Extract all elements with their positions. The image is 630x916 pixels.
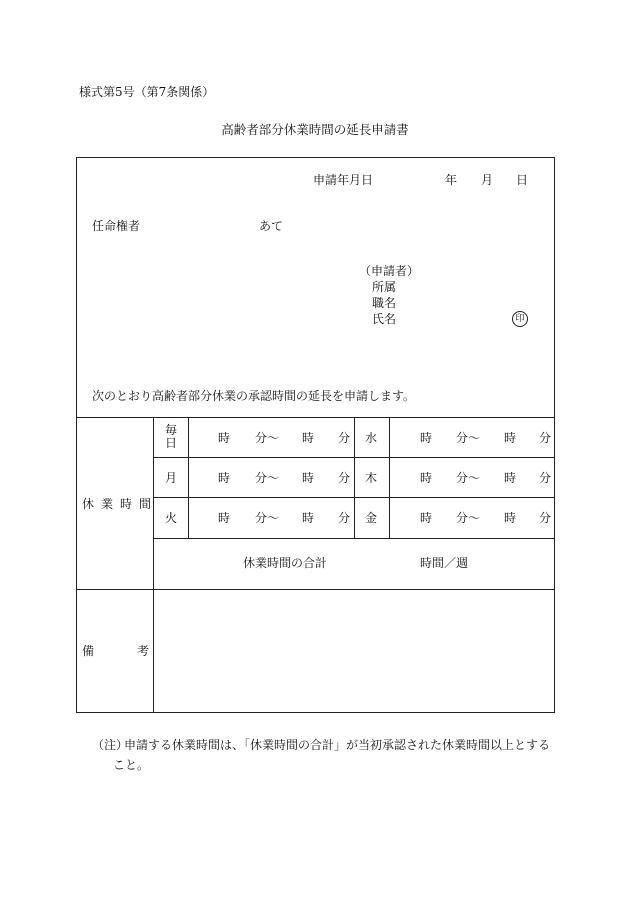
- seal-stamp-icon: 印: [512, 311, 528, 327]
- hour-unit: 時: [218, 511, 231, 525]
- application-form-frame: [76, 157, 555, 713]
- right-day-row-3: 金: [365, 511, 378, 525]
- applicant-heading: （申請者）: [359, 264, 420, 278]
- total-hours-label: 休業時間の合計: [243, 556, 328, 570]
- hour-unit: 時: [504, 471, 517, 485]
- hour-unit: 時: [302, 471, 315, 485]
- hour-unit: 時: [504, 431, 517, 445]
- right-day-row-2: 木: [365, 471, 378, 485]
- year-unit: 年: [445, 173, 458, 187]
- minute-from-unit: 分〜: [456, 431, 481, 445]
- minute-unit: 分: [539, 471, 552, 485]
- note-label: （注）: [92, 738, 129, 752]
- hour-unit: 時: [504, 511, 517, 525]
- minute-unit: 分: [338, 431, 351, 445]
- divider-header-schedule: [76, 417, 555, 418]
- minute-unit: 分: [338, 471, 351, 485]
- total-hours-unit: 時間／週: [420, 556, 469, 570]
- hour-unit: 時: [218, 471, 231, 485]
- department-label: 所属: [372, 280, 397, 294]
- divider-left-day-column: [188, 417, 189, 538]
- right-day-row-1: 水: [365, 431, 378, 445]
- hour-unit: 時: [420, 431, 433, 445]
- hour-unit: 時: [420, 471, 433, 485]
- minute-from-unit: 分〜: [255, 511, 280, 525]
- request-statement: 次のとおり高齢者部分休業の承認時間の延長を申請します。: [92, 389, 416, 403]
- hour-unit: 時: [218, 431, 231, 445]
- remarks-label-first: 備: [82, 644, 95, 658]
- minute-from-unit: 分〜: [456, 471, 481, 485]
- left-day-row-3: 火: [165, 511, 178, 525]
- day-unit: 日: [516, 173, 529, 187]
- hour-unit: 時: [420, 511, 433, 525]
- note-text: 申請する休業時間は、「休業時間の合計」が当初承認された休業時間以上とする: [124, 738, 551, 752]
- divider-right-day-column: [389, 417, 390, 538]
- divider-schedule-remarks: [76, 589, 555, 590]
- divider-middle-column: [354, 417, 355, 538]
- form-number: 様式第5号（第7条関係）: [79, 85, 215, 99]
- recipient-label: 任命権者: [92, 219, 141, 233]
- note-text-continued: こと。: [113, 758, 150, 772]
- minute-from-unit: 分〜: [255, 431, 280, 445]
- minute-from-unit: 分〜: [255, 471, 280, 485]
- position-label: 職名: [372, 296, 397, 310]
- month-unit: 月: [481, 173, 494, 187]
- minute-from-unit: 分〜: [456, 511, 481, 525]
- hour-unit: 時: [302, 511, 315, 525]
- hour-unit: 時: [302, 431, 315, 445]
- document-title: 高齢者部分休業時間の延長申請書: [221, 122, 409, 137]
- remarks-label-second: 考: [137, 644, 150, 658]
- minute-unit: 分: [539, 431, 552, 445]
- name-label: 氏名: [372, 312, 397, 326]
- divider-schedule-total: [153, 538, 555, 539]
- minute-unit: 分: [539, 511, 552, 525]
- recipient-suffix: あて: [259, 219, 284, 233]
- minute-unit: 分: [338, 511, 351, 525]
- application-date-label: 申請年月日: [313, 173, 374, 187]
- left-day-row-2: 月: [165, 471, 178, 485]
- divider-label-column: [153, 417, 154, 713]
- left-day-row-1: 毎日: [165, 423, 178, 450]
- schedule-section-label: 休業時間: [82, 497, 159, 511]
